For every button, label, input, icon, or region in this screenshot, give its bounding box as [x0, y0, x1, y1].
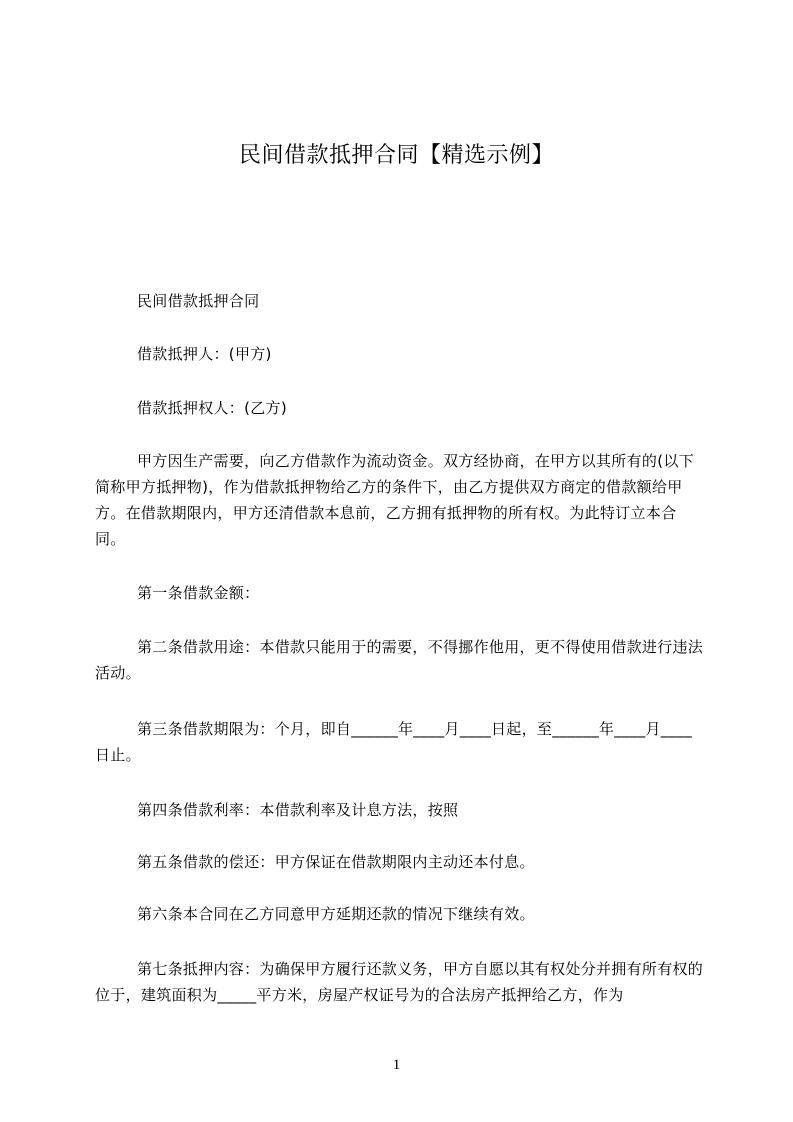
page-number: 1 — [392, 1057, 401, 1073]
document-title: 民间借款抵押合同【精选示例】 — [238, 143, 554, 168]
paragraph-article-7: 第七条抵押内容：为确保甲方履行还款义务，甲方自愿以其有权处分并拥有所有权的位于，建筑面积为_____平方米，房屋产权证号为的合法房产抵押给乙方，作为 — [95, 960, 704, 1004]
paragraph-article-3: 第三条借款期限为：个月，即自______年____月____日起，至______年____月____日止。 — [95, 720, 693, 764]
paragraph-preamble: 甲方因生产需要，向乙方借款作为流动资金。双方经协商，在甲方以其所有的(以下简称甲方抵押物)，作为借款抵押物给乙方的条件下，由乙方提供双方商定的借款额给甲方。在借款期限内，甲方还清借款本息前，乙方拥有抵押物的所有权。为此特订立本合同。 — [95, 452, 694, 548]
paragraph-article-1: 第一条借款金额： — [137, 584, 260, 602]
paragraph-party-a: 借款抵押人：(甲方) — [137, 345, 272, 363]
paragraph-article-5: 第五条借款的偿还：甲方保证在借款期限内主动还本付息。 — [137, 853, 535, 871]
paragraph-article-6: 第六条本合同在乙方同意甲方延期还款的情况下继续有效。 — [137, 905, 535, 923]
paragraph-contract-name: 民间借款抵押合同 — [137, 292, 260, 310]
paragraph-article-4: 第四条借款利率：本借款利率及计息方法，按照 — [137, 801, 459, 819]
paragraph-party-b: 借款抵押权人：(乙方) — [137, 399, 288, 417]
paragraph-article-2: 第二条借款用途：本借款只能用于的需要，不得挪作他用，更不得使用借款进行违法活动。 — [95, 638, 704, 682]
